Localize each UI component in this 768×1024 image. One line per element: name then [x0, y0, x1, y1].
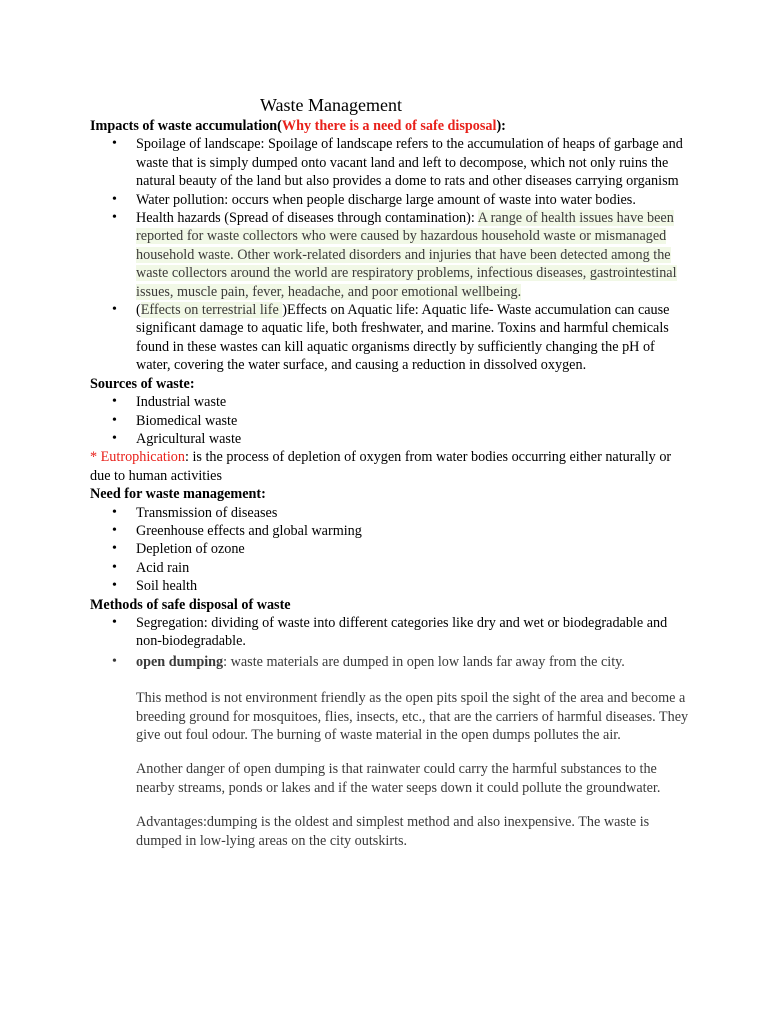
need-list	[90, 504, 690, 596]
page-title: Waste Management	[260, 95, 402, 115]
open-dumping-text: : waste materials are dumped in open low lands far away from the city.	[223, 653, 625, 670]
paragraph: Advantages:dumping is the oldest and simplest method and also inexpensive. The waste is dumped in low-lying areas on the city outskirts.	[136, 814, 650, 849]
impacts-heading	[90, 117, 690, 135]
list-item: • Depletion of ozone	[90, 540, 690, 558]
aquatic-text: )Effects on Aquatic life: Aquatic life- Waste accumulation can cause significant damage to aquatic life, both freshwater, and marine. Toxins and harmful chemicals found in these wastes can kill aquatic organisms directly by sufficiently changing the pH of water, covering the water surface, and causing a reduction in dissolved oxygen.	[136, 302, 670, 374]
open-dumping-term: open dumping	[136, 653, 224, 670]
list-item: • Agricultural waste	[90, 430, 690, 448]
list-item	[90, 301, 690, 375]
document-page	[90, 93, 690, 850]
eutro-text: : is the process of depletion of oxygen from water bodies occurring either naturally or due to human activities	[90, 449, 672, 484]
list-item: • Greenhouse effects and global warming	[90, 522, 690, 540]
methods-list	[90, 614, 690, 671]
sources-list	[90, 393, 690, 448]
need-heading: Need for waste management:	[90, 486, 266, 503]
health-prefix: Health hazards (Spread of diseases through contamination):	[136, 210, 478, 227]
terrestrial-highlight: Effects on terrestrial life	[140, 302, 283, 319]
eutrophication-note	[90, 448, 690, 485]
list-item: • Spoilage of landscape: Spoilage of landscape refers to the accumulation of heaps of garbage and waste that is simply dumped onto vacant land and left to decompose, which not only ruins the natural beauty of the land but also provides a dome to rats and other diseases carrying organism	[90, 135, 690, 190]
health-highlight: A range of health issues have been reported for waste collectors who were caused by hazardous household waste or mismanaged household waste. Other work-related disorders and injuries that have been detected among the waste collectors around the world are respiratory problems, infectious diseases, gastrointestinal issues, muscle pain, fever, headache, and poor emotional wellbeing.	[136, 210, 677, 300]
impacts-heading-highlight: Why there is a need of safe disposal	[281, 118, 497, 134]
impacts-heading-end: ):	[496, 118, 506, 134]
list-item: • Biomedical waste	[90, 412, 690, 430]
list-item	[90, 653, 690, 671]
eutro-term: Eutrophication	[100, 449, 185, 466]
list-item: • Soil health	[90, 577, 690, 595]
list-item: • Transmission of diseases	[90, 504, 690, 522]
aquatic-open: (	[136, 302, 141, 319]
eutro-star: *	[90, 449, 101, 466]
impacts-heading-text: Impacts of waste accumulation(	[90, 118, 282, 134]
list-item: • Industrial waste	[90, 393, 690, 411]
paragraph: This method is not environment friendly as the open pits spoil the sight of the area and become a breeding ground for mosquitoes, flies, insects, etc., that are the carriers of harmful diseases. They give out foul odour. The burning of waste material in the open dumps pollutes the air.	[136, 690, 689, 743]
list-item	[90, 209, 690, 301]
methods-heading: Methods of safe disposal of waste	[90, 596, 291, 613]
list-item: • Water pollution: occurs when people discharge large amount of waste into water bodies.	[90, 191, 690, 209]
list-item: • Segregation: dividing of waste into different categories like dry and wet or biodegradable and non-biodegradable.	[90, 614, 690, 651]
sources-heading: Sources of waste:	[90, 375, 195, 392]
impacts-list	[90, 135, 690, 374]
paragraph: Another danger of open dumping is that rainwater could carry the harmful substances to the nearby streams, ponds or lakes and if the water seeps down it could pollute the groundwater.	[136, 761, 661, 796]
list-item: • Acid rain	[90, 559, 690, 577]
